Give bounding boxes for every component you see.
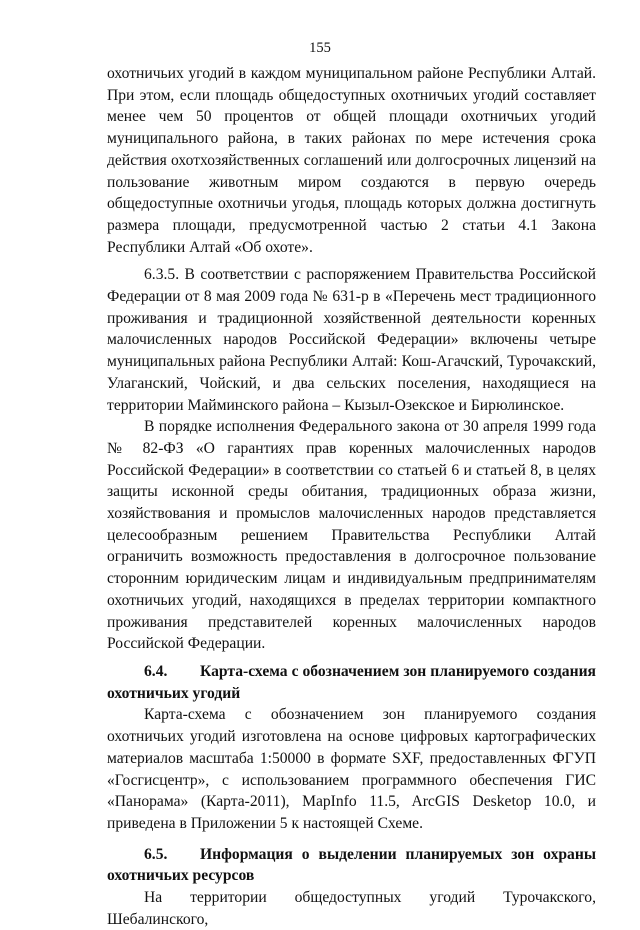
section-heading-6-5	[107, 844, 596, 887]
page-content	[107, 63, 596, 930]
section-heading-6-4	[107, 661, 596, 704]
page-number: 155	[309, 40, 331, 56]
section-number-6-5: 6.5.	[144, 845, 168, 863]
paragraph-6-3-5: 6.3.5. В соответствии с распоряжением Правительства Российской Федерации от 8 мая 2009 года № 631-р в «Перечень мест традиционного проживания и традиционной хозяйственной деятельности коренных малочисленных народов Российской Федерации» включены четыре муниципальных района Республики Алтай: Кош-Агачский, Турочакский, Улаганский, Чойский, и два сельских поселения, находящиеся на территории Майминского района – Кызыл-Озекское и Бирюлинское.	[107, 266, 596, 414]
section-number-6-4: 6.4.	[144, 662, 168, 680]
paragraph-map-scheme: Карта-схема с обозначением зон планируемого создания охотничьих угодий изготовлена на основе цифровых картографических материалов масштаба 1:50000 в формате SXF, предоставленных ФГУП «Госгисцентр», с использованием программного обеспечения ГИС «Панорама» (Карта-2011), MapInfo 11.5, ArcGIS Desketop 10.0, и приведена в Приложении 5 к настоящей Схеме.	[107, 706, 596, 832]
section-title-6-4: Карта-схема с обозначением зон планируемого создания охотничьих угодий	[107, 662, 596, 702]
paragraph-territory: На территории общедоступных угодий Турочакского, Шебалинского,	[107, 889, 596, 928]
section-title-6-5: Информация о выделении планируемых зон охраны охотничьих ресурсов	[107, 845, 596, 885]
paragraph-federal-law: В порядке исполнения Федерального закона от 30 апреля 1999 года № 82-ФЗ «О гарантиях прав коренных малочисленных народов Российской Федерации» в соответствии со статьей 6 и статьей 8, в целях защиты исконной среды обитания, традиционных образа жизни, хозяйствования и промыслов малочисленных народов представляется целесообразным решением Правительства Республики Алтай ограничить возможность предоставления в долгосрочное пользование сторонним юридическим лицам и индивидуальным предпринимателям охотничьих угодий, находящихся в пределах территории компактного проживания представителей коренных малочисленных народов Российской Федерации.	[107, 418, 596, 653]
paragraph-continued: охотничьих угодий в каждом муниципальном районе Республики Алтай. При этом, если площадь общедоступных охотничьих угодий составляет менее чем 50 процентов от общей площади охотничьих угодий муниципального района, в таких районах по мере истечения срока действия охотхозяйственных соглашений или долгосрочных лицензий на пользование животным миром создаются в первую очередь общедоступные охотничьи угодья, площадь которых должна достигнуть размера площади, предусмотренной частью 2 статьи 4.1 Закона Республики Алтай «Об охоте».	[107, 65, 596, 256]
